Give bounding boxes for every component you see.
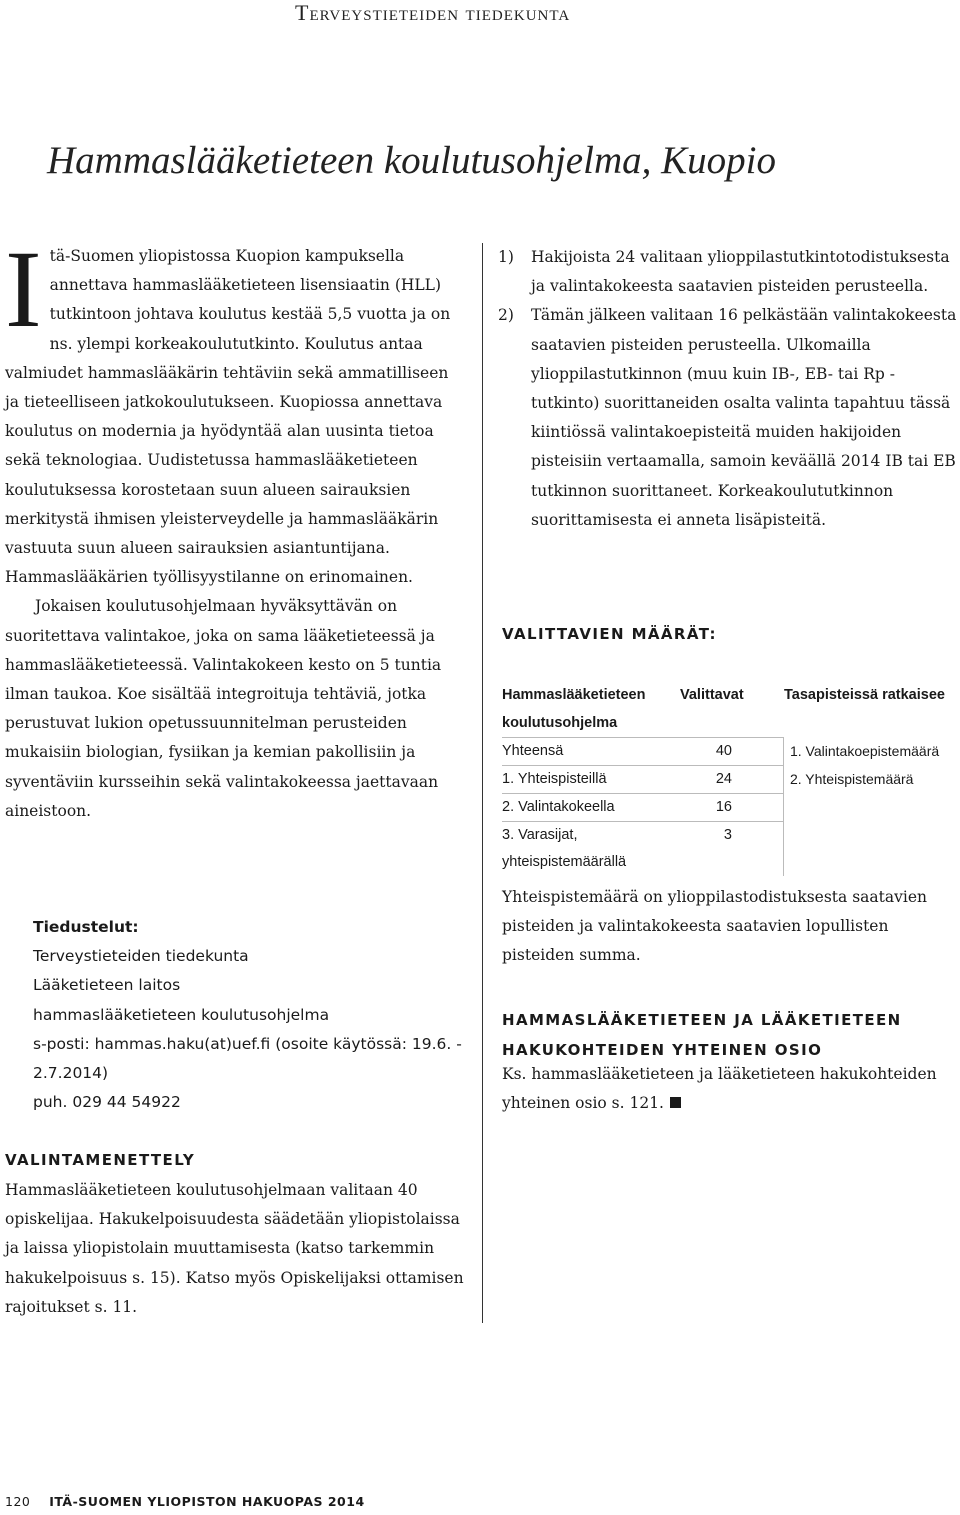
page-number: 120 [5,1494,31,1509]
hakukohteet-paragraph [502,1060,957,1118]
row-label: 2. Valintakokeella [502,799,615,815]
end-mark-icon [670,1097,681,1108]
hakukohteet-heading: HAMMASLÄÄKETIETEEN JA LÄÄKETIETEEN HAKUKOHTEIDEN YHTEINEN OSIO [502,1011,902,1059]
page-title: Hammaslääketieteen koulutusohjelma, Kuopio [47,139,776,182]
note-number: 1) [498,248,514,266]
valintamenettely-text: Hammaslääketieteen koulutusohjelmaan valitaan 40 opiskelijaa. Hakukelpoisuudesta säädetään yliopistolaissa ja laissa yliopistolain muuttamisesta (katso tarkemmin hakukelpoisuus s. 15). Katso myös Opiskelijaksi ottamisen rajoitukset s. 11. [5,1181,464,1316]
row-label: 3. Varasijat, yhteispistemäärällä [502,827,627,870]
tiebreak-column [783,737,957,876]
col-header-program: Hammaslääketieteen koulutusohjelma [502,687,646,731]
contact-email: s-posti: hammas.haku(at)uef.fi (osoite käytössä: 19.6. - 2.7.2014) [33,1034,462,1083]
selection-table [502,681,957,876]
points-summary-text: Yhteispistemäärä on ylioppilastodistuksesta saatavien pisteiden ja valintakokeesta saatavien lopullisten pisteiden summa. [502,888,927,965]
drop-cap: I [5,228,42,350]
contact-block [33,913,473,1117]
row-label: Yhteensä [502,743,564,759]
table-row [502,821,783,876]
row-value: 3 [723,827,732,843]
table-row [502,793,783,821]
note-text: Hakijoista 24 valitaan ylioppilastutkintotodistuksesta ja valintakokeesta saatavien pisteiden perusteella. [531,248,950,296]
contact-line: Terveystieteiden tiedekunta [33,947,249,966]
table-header [502,681,957,737]
col-header-count: Valittavat [680,687,744,703]
note-number: 2) [498,306,514,325]
table-left-cols [502,737,783,876]
note-item [498,243,960,301]
table-row [502,737,783,765]
page-footer [5,1494,365,1509]
intro-paragraph [5,228,463,592]
column-divider [482,243,483,1323]
table-body [502,737,957,876]
row-label: 1. Yhteispisteillä [502,771,607,787]
row-value: 40 [715,743,732,759]
row-value: 24 [715,771,732,787]
notes-list [498,243,960,535]
tiebreak-item: 1. Valintakoepistemäärä [789,743,940,759]
col-header-tiebreak: Tasapisteissä ratkaisee [784,687,945,703]
valintamenettely-heading: VALINTAMENETTELY [5,1151,196,1169]
row-value: 16 [715,799,732,815]
contact-line: hammaslääketieteen koulutusohjelma [33,1005,330,1024]
contact-line: Lääketieteen laitos [33,976,181,995]
tiebreak-item: 2. Yhteispistemäärä [789,771,914,787]
table-row [502,765,783,793]
right-column [498,243,960,535]
hakukohteet-text: Ks. hammaslääketieteen ja lääketieteen hakukohteiden yhteinen osio s. 121. [502,1065,937,1113]
intro-text-2: Jokaisen koulutusohjelmaan hyväksyttävän on suoritettava valintakoe, joka on sama lääketieteessä ja hammaslääketieteessä. Valintakokeen kesto on 5 tuntia ilman taukoa. Koe sisältää integroituja tehtäviä, jotka perustuvat lukion opetussuunnitelman perusteiden mukaisiin biologian, fysiikan ja kemian pakollisiin ja syventäviin kursseihin sekä valintakokeessa jaettavaan aineistoon. [5,597,442,820]
note-item [498,301,960,535]
left-column [5,228,463,826]
section-header: Terveystieteiden tiedekunta [295,0,571,25]
footer-title: ITÄ-SUOMEN YLIOPISTON HAKUOPAS 2014 [49,1494,365,1509]
contact-phone: puh. 029 44 54922 [33,1093,181,1112]
intro-text: tä-Suomen yliopistossa Kuopion kampuksella annettava hammaslääketieteen lisensiaatin (HLL) tutkintoon johtava koulutus kestää 5,5 vuotta ja on ns. ylempi korkeakoulututkinto. Koulutus antaa valmiudet hammaslääkärin tehtäviin sekä ammatilliseen ja tieteelliseen jatkokoulutukseen. Kuopiossa annettava koulutus on modernia ja hyödyntää alan uusinta tietoa sekä teknologiaa. Uudistetussa hammaslääketieteen koulutuksessa korostetaan suun alueen sairauksien merkitystä ihmisen yleisterveydelle ja hammaslääkärin vastuuta suun alueen sairauksien asiantuntijana. Hammaslääkärien työllisyystilanne on erinomainen. [5,247,451,587]
note-text: Tämän jälkeen valitaan 16 pelkästään valintakokeesta saatavien pisteiden perusteella. Ulkomailla ylioppilastutkinnon (muu kuin IB-, EB- tai Rp -tutkinto) suorittaneiden osalta valinta tapahtuu tässä kiintiössä valintakoepisteitä muiden hakijoiden pisteisiin vertaamalla, samoin keväällä 2014 IB tai EB tutkinnon suorittaneet. Korkeakoulututkinnon suorittamisesta ei anneta lisäpisteitä. [531,306,957,529]
valittavien-heading: VALITTAVIEN MÄÄRÄT: [502,625,717,643]
contacts-heading: Tiedustelut: [33,918,139,936]
